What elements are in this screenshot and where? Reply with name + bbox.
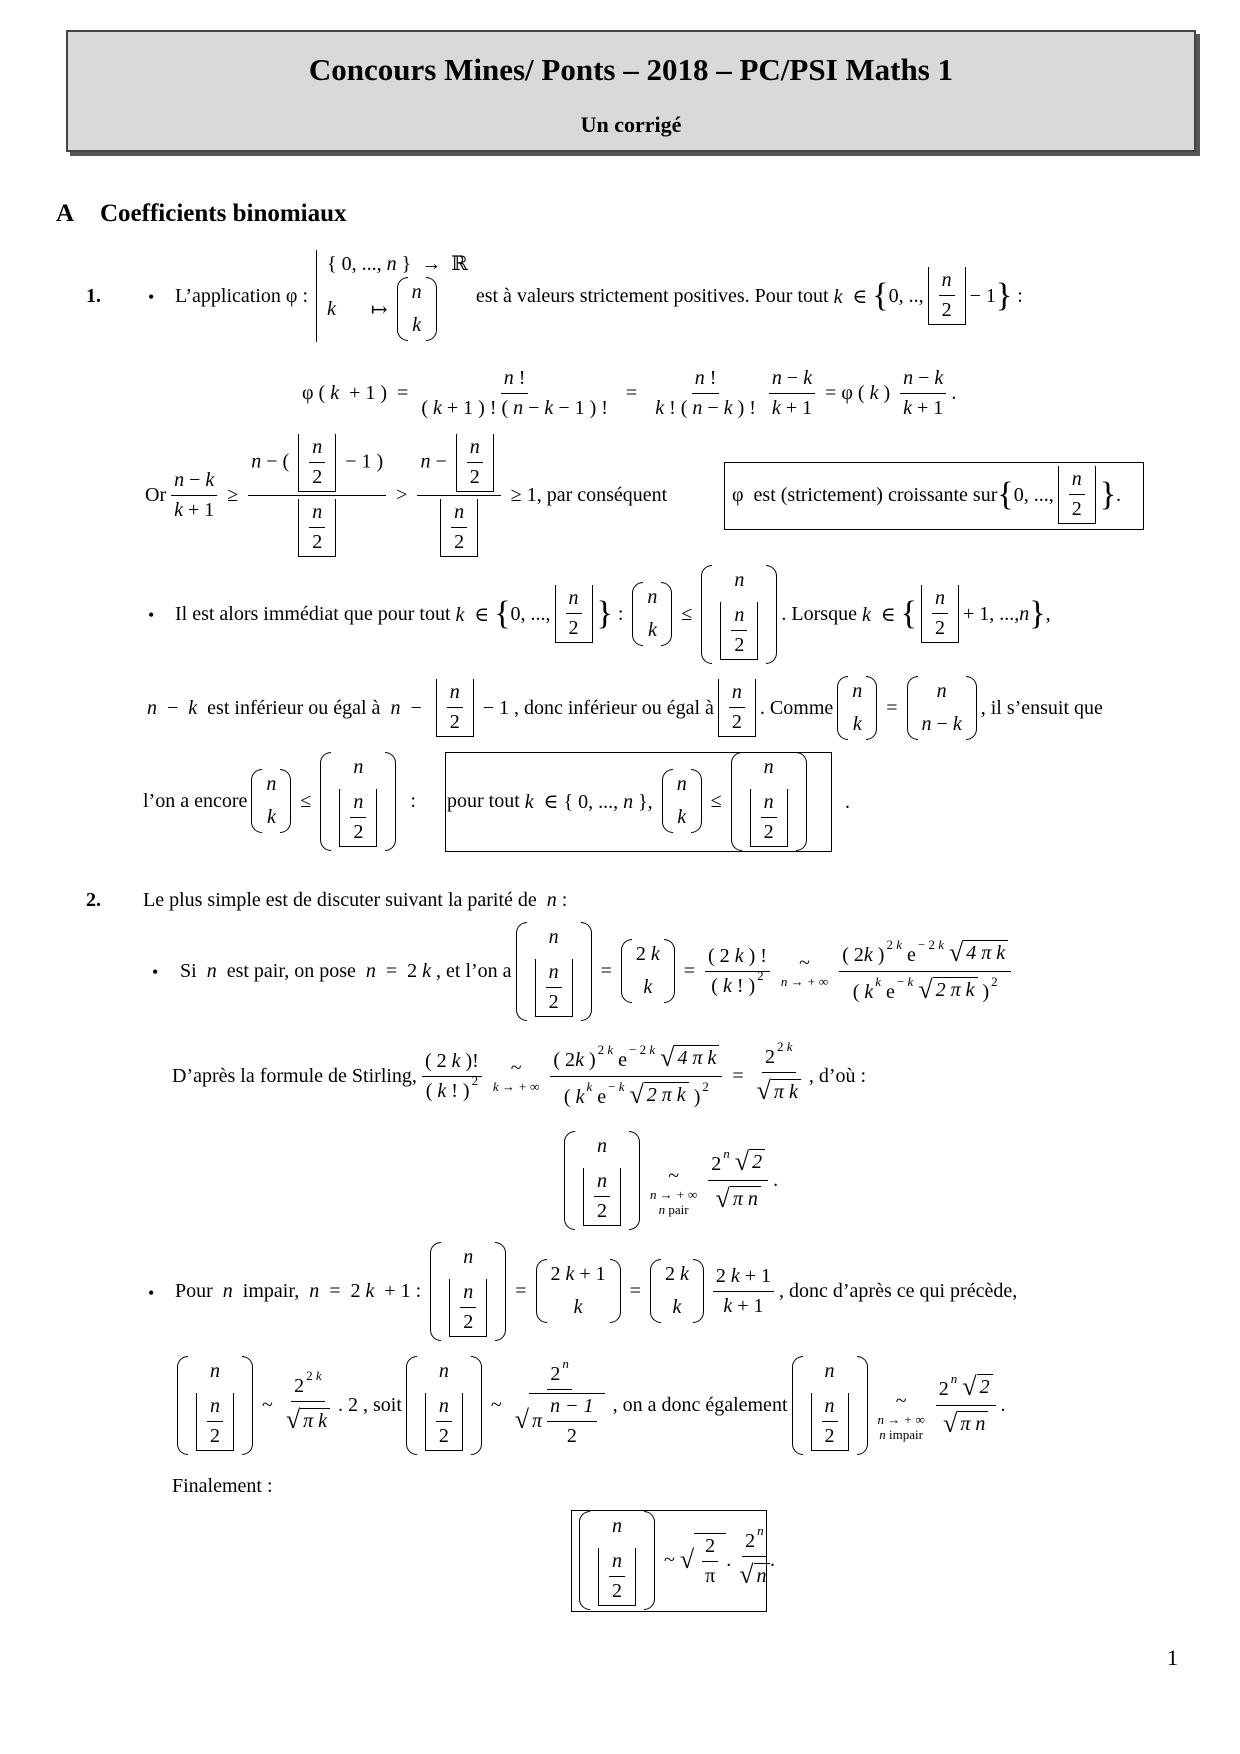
- pair-label: pair: [668, 1201, 689, 1217]
- croissante-text: φ est (strictement) croissante sur: [732, 483, 998, 506]
- map-arrows: { 0, ..., n } → ℝ k ↦ n k: [316, 250, 468, 342]
- odd-equivalent: n $\frac{n}{2}$ ~ 2 $^{2 k}$ √ π k . 2 , soit n $\frac{n}{2}$ ~ 2 $^n$ √ π $\frac{n - 1}{2}$ , on a donc également n $\frac{n}{2}$ ~ n → + ∞ n impair 2 $^n$ √ 2 √ π n .: [173, 1355, 1006, 1455]
- pour-text: Pour: [175, 1279, 213, 1302]
- il-suit-text: , il s’ensuit que: [980, 696, 1103, 719]
- est-pair-text: est pair, on pose: [226, 959, 356, 982]
- pour-tout-text: pour tout: [447, 789, 520, 812]
- inf-egal-text: est inférieur ou égal à: [207, 696, 381, 719]
- bullet: •: [152, 962, 159, 982]
- even-equivalent: n $\frac{n}{2}$ ~ n → + ∞ n pair 2 $^n$ √ 2 √ π n .: [560, 1133, 778, 1227]
- section-heading: [56, 200, 347, 228]
- impair-label: impair: [889, 1426, 923, 1442]
- section-title: Coefficients binomiaux: [100, 200, 347, 227]
- bullet: •: [148, 1283, 155, 1303]
- bullet: •: [148, 605, 155, 625]
- donc-inf-text: , donc inférieur ou égal à: [514, 696, 714, 719]
- soit-text: . 2 , soit: [338, 1393, 402, 1416]
- even-case: Si n est pair, on pose n = 2 k , et l’on a n $\frac{n}{2}$ = 2 k k = $\frac{( 2 k ) !}{( k ! ) ^2}$ ~ n → + ∞ ( 2k ) $^{2 k}$ e $^{- 2 k}$ √ 4 π k ( k $^k$ e $^{- k}$ √ 2 π k ) $^2$: [180, 925, 1016, 1017]
- map-text: est à valeurs strictement positives. Pour tout: [475, 284, 829, 307]
- page-number: 1: [1167, 1645, 1178, 1670]
- map-definition: L’application φ : { 0, ..., n } → ℝ k ↦ n k est à valeurs strictement positives. Pour tout k ∈ { 0, .., $\frac{n}{2}$ − 1 } :: [175, 250, 1023, 342]
- max-result: pour tout k ∈ { 0, ..., n }, n k ≤ n $\frac{n}{2}$: [447, 755, 811, 847]
- odd-case: Pour n impair, n = 2 k + 1 : n $\frac{n}{2}$ = 2 k + 1 k = 2 k k $\frac{2 k + 1}{k + 1}$ , donc d’après ce qui précède,: [175, 1245, 1017, 1337]
- si-text: Si: [180, 959, 197, 982]
- et-lon-a-text: , et l’on a: [436, 959, 512, 982]
- encore-line: l’on a encore n k ≤ n $\frac{n}{2}$ :: [143, 755, 416, 847]
- dou-text: , d’où :: [808, 1064, 867, 1087]
- header-box: [66, 30, 1196, 152]
- comme-text: . Comme: [759, 696, 834, 719]
- on-a-encore-text: l’on a encore: [143, 789, 248, 812]
- document-title: Concours Mines/ Ponts – 2018 – PC/PSI Maths 1: [308, 52, 954, 87]
- phi-recurrence: φ ( k + 1 ) = $\frac{n !}{( k + 1 ) ! ( n - k - 1 ) !}$ = $\frac{n !}{k ! ( n - k ) !}$ $\frac{n - k}{k + 1}$ = φ ( k ) $\frac{n - k}{k + 1}$ .: [302, 366, 957, 419]
- stirling-line: D’après la formule de Stirling, $\frac{( 2 k )!}{( k ! ) ^2}$ ~ k → + ∞ ( 2k ) $^{2 k}$ e $^{- 2 k}$ √ 4 π k ( k $^k$ e $^{- k}$ √ 2 π k ) $^2$ = 2 $^{2 k}$ √ π k , d’où :: [172, 1039, 867, 1109]
- document-subtitle: Un corrigé: [580, 112, 682, 137]
- q2-intro: Le plus simple est de discuter suivant la parité de n :: [143, 888, 568, 911]
- lorsque-text: . Lorsque: [781, 602, 857, 625]
- map-intro-text: L’application φ :: [175, 284, 308, 307]
- donc-dapres-text: , donc d’après ce qui précède,: [779, 1279, 1018, 1302]
- bullet: •: [148, 287, 155, 307]
- b2-intro-text: Il est alors immédiat que pour tout: [175, 602, 451, 625]
- stirling-text: D’après la formule de Stirling,: [172, 1064, 417, 1087]
- section-letter: A: [56, 200, 75, 227]
- finalement-line: [172, 1472, 273, 1500]
- egalement-text: , on a donc également: [612, 1393, 788, 1416]
- croissante-result: φ est (strictement) croissante sur { 0, ..., $\frac{n}{2}$ } .: [732, 462, 1121, 528]
- or-text: Or: [145, 483, 167, 506]
- question-2-number: 2.: [86, 889, 101, 911]
- finalement-text: Finalement :: [172, 1474, 273, 1497]
- final-result: n $\frac{n}{2}$ ~ √ $\frac{2}{\pi}$ . 2 $^n$ √ n: [575, 1514, 778, 1606]
- par-consequent-text: , par conséquent: [536, 483, 668, 506]
- monotony-consequence: Il est alors immédiat que pour tout k ∈ { 0, ..., $\frac{n}{2}$ } : n k ≤ n $\frac{n}{2}$ . Lorsque k ∈ { $\frac{n}{2}$ + 1, ..., n } ,: [175, 570, 1051, 658]
- question-1-number: 1.: [86, 285, 101, 307]
- or-inequality: Or $\frac{n - k}{k + 1}$ ≥ n − ( $\frac{n}{2}$ − 1 ) $\frac{n}{2}$ > n − $\frac{n}{2}$ $\frac{n}{2}$ ≥ 1 , par conséquent: [145, 440, 667, 550]
- symmetry-line: n − k est inférieur ou égal à n − $\frac{n}{2}$ − 1 , donc inférieur ou égal à $\frac{n}{2}$ . Comme n k = n n − k , il s’ensuit que: [147, 680, 1103, 736]
- impair-word-text: impair,: [242, 1279, 300, 1302]
- q2-intro-text: Le plus simple est de discuter suivant la parité de: [143, 888, 537, 911]
